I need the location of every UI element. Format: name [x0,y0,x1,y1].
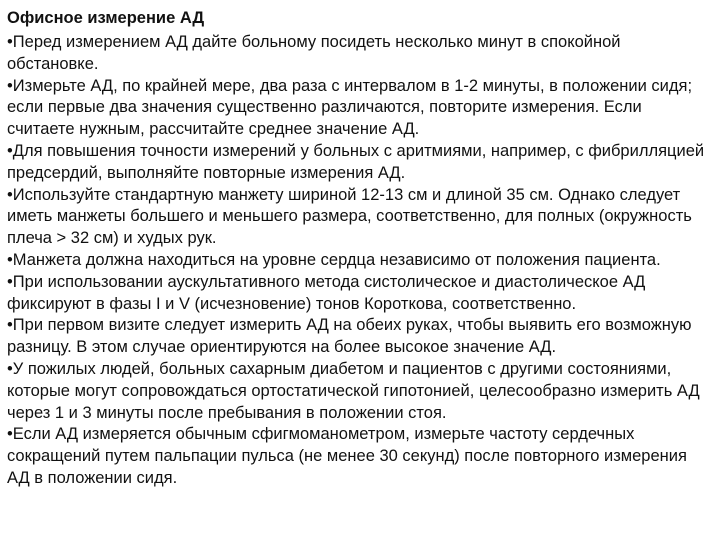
bullet-marker: • [7,272,13,291]
bullet-item [7,185,710,250]
bullet-item [7,359,710,424]
bullet-text: Манжета должна находиться на уровне сердца независимо от положения пациента. [12,250,661,269]
bullet-text: Для повышения точности измерений у больных с аритмиями, например, с фибрилляцией предсердий, выполняйте повторные измерения АД. [7,141,705,182]
bullet-item [7,315,710,359]
bullet-marker: • [7,76,13,95]
bullet-text: Используйте стандартную манжету шириной 12-13 см и длиной 35 см. Однако следует иметь манжеты большего и меньшего размера, соответственно, для полных (окружность плеча > 32 см) и худых рук. [7,185,692,248]
bullet-item [7,32,710,76]
bullet-marker: • [7,250,13,269]
bullet-marker: • [7,359,13,378]
bullet-list [7,32,710,490]
bullet-text: Измерьте АД, по крайней мере, два раза с интервалом в 1-2 минуты, в положении сидя; если первые два значения существенно различаются, повторите измерения. Если считаете нужным, рассчитайте среднее значение АД. [7,76,693,139]
bullet-text: Если АД измеряется обычным сфигмоманометром, измерьте частоту сердечных сокращений путем пальпации пульса (не менее 30 секунд) после повторного измерения АД в положении сидя. [7,425,687,487]
bullet-item [7,250,710,272]
bullet-text: При первом визите следует измерить АД на обеих руках, чтобы выявить его возможную разницу. В этом случае ориентируются на более высокое значение АД. [7,316,692,357]
bullet-text: При использовании аускультативного метода систолическое и диастолическое АД фиксируют в фазы I и V (исчезновение) тонов Короткова, соответственно. [7,272,646,313]
bullet-marker: • [7,316,13,335]
bullet-item [7,272,710,316]
bullet-item [7,141,710,185]
bullet-marker: • [7,33,13,51]
bullet-text: У пожилых людей, больных сахарным диабетом и пациентов с другими состояниями, которые могут сопровождаться ортостатической гипотонией, целесообразно измерить АД через 1 и 3 минуты после пребывания в положении стоя. [7,359,700,422]
bullet-marker: • [7,185,13,204]
bullet-text: Перед измерением АД дайте больному посидеть несколько минут в спокойной обстановке. [7,33,621,73]
slide-title: Офисное измерение АД [7,9,205,27]
bullet-item [7,424,710,489]
bullet-marker: • [7,425,13,444]
bullet-item [7,76,710,141]
bullet-marker: • [7,141,13,160]
